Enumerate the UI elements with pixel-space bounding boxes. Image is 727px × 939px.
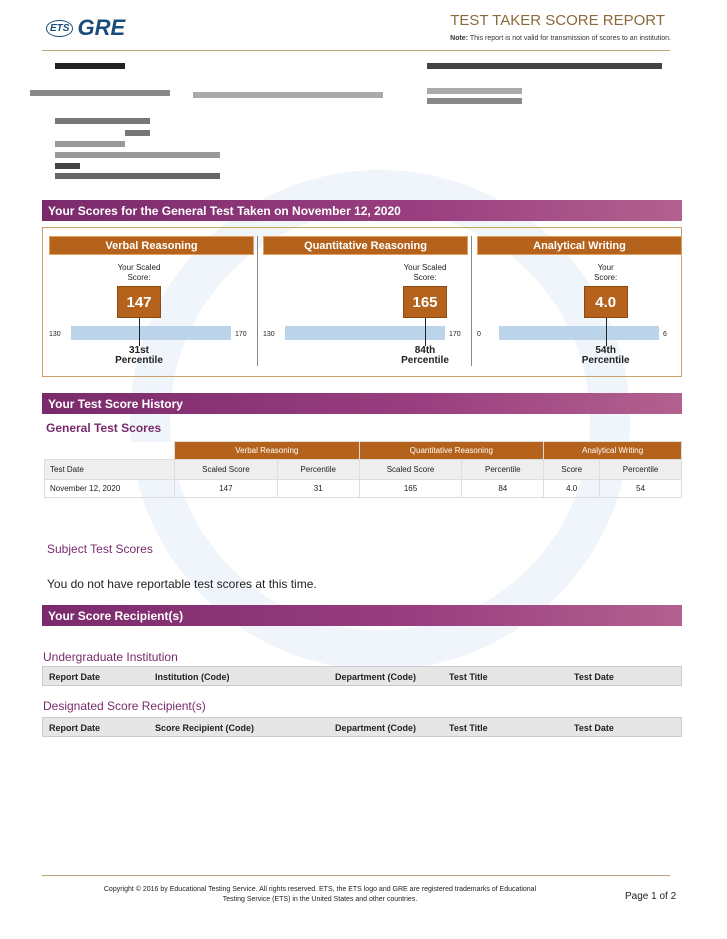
copyright-line-1: Copyright © 2016 by Educational Testing Service. All rights reserved. ETS, the ETS logo and GRE are registered trademarks of Educational xyxy=(103,886,537,893)
table-cell: 84 xyxy=(462,480,544,498)
column-header: Percentile xyxy=(600,460,682,480)
designated-title: Designated Score Recipient(s) xyxy=(43,699,206,713)
score-history-table xyxy=(44,441,682,498)
range-min: 0 xyxy=(477,331,481,338)
score-marker-line xyxy=(139,318,140,346)
range-min: 130 xyxy=(49,331,61,338)
recipients-section-bar: Your Score Recipient(s) xyxy=(42,605,682,626)
column-header: Test Date xyxy=(574,723,614,733)
column-header: Scaled Score xyxy=(175,460,278,480)
column-header: Report Date xyxy=(49,672,101,682)
score-marker-line xyxy=(425,318,426,346)
scaled-score-badge: 147 xyxy=(117,286,161,318)
section-header: Verbal Reasoning xyxy=(49,236,254,255)
score-range-bar xyxy=(499,326,659,340)
percentile-value: 54th xyxy=(595,345,616,356)
column-header: Score xyxy=(544,460,600,480)
table-cell: 54 xyxy=(600,480,682,498)
range-max: 170 xyxy=(235,331,247,338)
column-header: Test Title xyxy=(449,723,488,733)
score-column-writing xyxy=(477,236,682,376)
score-label-line2: Score: xyxy=(594,273,618,282)
page-number: Page 1 of 2 xyxy=(625,891,677,902)
column-header: Percentile xyxy=(462,460,544,480)
percentile-value: 31st xyxy=(128,345,149,356)
group-verbal: Verbal Reasoning xyxy=(175,442,360,460)
group-writing: Analytical Writing xyxy=(544,442,682,460)
column-header: Report Date xyxy=(49,723,101,733)
report-note xyxy=(450,35,671,42)
section-header: Quantitative Reasoning xyxy=(263,236,468,255)
undergrad-title: Undergraduate Institution xyxy=(43,650,178,664)
table-cell: 4.0 xyxy=(544,480,600,498)
score-label-line1: Your Scaled xyxy=(117,263,161,272)
score-label xyxy=(104,263,174,283)
column-header: Scaled Score xyxy=(359,460,462,480)
scores-section-bar: Your Scores for the General Test Taken on November 12, 2020 xyxy=(42,200,682,221)
score-range-bar xyxy=(71,326,231,340)
score-range-bar xyxy=(285,326,445,340)
undergrad-table-header xyxy=(42,666,682,686)
range-max: 6 xyxy=(663,331,667,338)
percentile-value: 84th xyxy=(414,345,436,356)
column-header: Institution (Code) xyxy=(155,672,230,682)
note-text: This report is not valid for transmission of scores to an institution. xyxy=(469,35,671,42)
ets-gre-logo xyxy=(46,15,125,41)
subject-test-scores-title: Subject Test Scores xyxy=(47,542,153,556)
column-header: Score Recipient (Code) xyxy=(155,723,255,733)
score-label-line2: Score: xyxy=(127,273,151,282)
column-header: Percentile xyxy=(277,460,359,480)
range-min: 130 xyxy=(263,331,275,338)
percentile xyxy=(571,346,641,366)
scores-panel xyxy=(42,227,682,377)
table-cell: 165 xyxy=(359,480,462,498)
footer-rule xyxy=(42,875,670,876)
gre-logo: GRE xyxy=(77,15,126,40)
header-rule xyxy=(42,50,670,51)
designated-table-header xyxy=(42,717,682,737)
percentile xyxy=(390,346,460,366)
column-header: Test Date xyxy=(45,460,175,480)
table-cell: 147 xyxy=(175,480,278,498)
general-test-scores-title: General Test Scores xyxy=(46,421,162,435)
percentile xyxy=(104,346,174,366)
column-header: Department (Code) xyxy=(335,672,417,682)
copyright-line-2: Testing Service (ETS) in the United States and other countries. xyxy=(222,896,418,903)
percentile-label: Percentile xyxy=(115,355,163,366)
subject-message: You do not have reportable test scores at this time. xyxy=(47,577,317,591)
note-label: Note: xyxy=(450,35,469,42)
score-label-line1: Your Scaled xyxy=(403,263,447,272)
table-cell: November 12, 2020 xyxy=(45,480,175,498)
scaled-score-badge: 165 xyxy=(403,286,447,318)
column-header: Test Title xyxy=(449,672,488,682)
percentile-label: Percentile xyxy=(581,355,630,366)
score-label-line1: Your xyxy=(597,263,614,272)
ets-logo: ETS xyxy=(46,20,73,37)
score-column-quant xyxy=(263,236,468,376)
score-marker-line xyxy=(606,318,607,346)
range-max: 170 xyxy=(449,331,461,338)
report-title: TEST TAKER SCORE REPORT xyxy=(450,12,665,29)
scaled-score-badge: 4.0 xyxy=(584,286,628,318)
group-quant: Quantitative Reasoning xyxy=(359,442,544,460)
table-cell: 31 xyxy=(277,480,359,498)
column-header: Test Date xyxy=(574,672,614,682)
table-row xyxy=(45,480,682,498)
column-header: Department (Code) xyxy=(335,723,417,733)
score-label xyxy=(390,263,460,283)
score-label xyxy=(571,263,641,283)
score-label-line2: Score: xyxy=(413,273,437,282)
history-section-bar: Your Test Score History xyxy=(42,393,682,414)
score-column-verbal xyxy=(49,236,254,376)
copyright xyxy=(40,885,600,905)
section-header: Analytical Writing xyxy=(477,236,682,255)
percentile-label: Percentile xyxy=(401,355,449,366)
